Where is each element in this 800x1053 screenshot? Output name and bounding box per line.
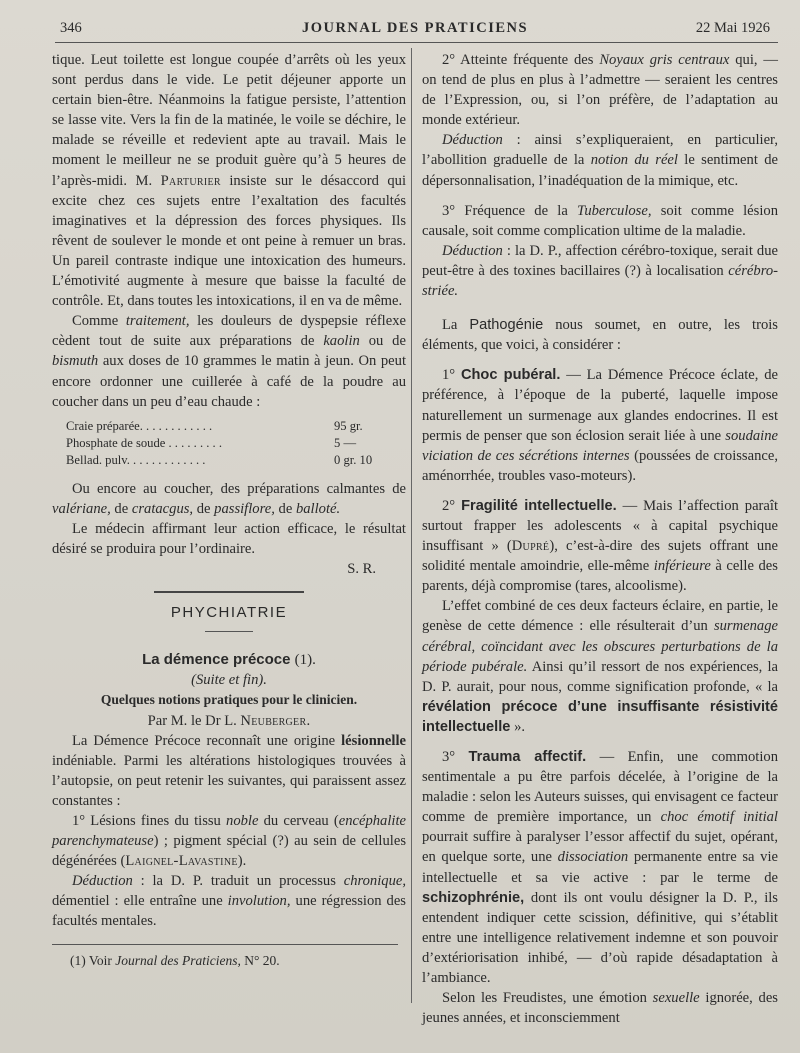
paragraph: La Pathogénie nous soumet, en outre, les trois éléments, que voici, à considérer : [422,317,778,354]
paragraph: Le médecin affirmant leur action efficace, le résultat désiré se produira pour l’ordinaire. [52,520,406,557]
prescription-row: Phosphate de soude . . . . . . . . . 5 — [66,435,357,450]
article-subtitle: (Suite et fin). [191,672,267,689]
spacer [422,191,778,201]
column-divider [411,48,412,1003]
person-name: Parturier [160,172,221,189]
paragraph: La Démence Précoce reconnaît une origine lésionnelle indéniable. Parmi les altérations histologiques trouvées à l’autopsie, on peut retenir les suivantes, qui paraissent assez constantes : [52,732,406,809]
section-title: PHYCHIATRIE [170,604,288,622]
header-rule [55,42,778,43]
paragraph: Déduction : ainsi s’expliqueraient, en particulier, l’abollition graduelle de la notion du réel le sentiment de dépersonnalisation, l’inadéquation de la mimique, etc. [422,132,778,189]
paragraph: Ou encore au coucher, des préparations calmantes de valériane, de cratacgus, de passiflore, de balloté. [52,480,406,517]
footnote-rule [52,944,398,945]
article-kicker: Quelques notions pratiques pour le clinicien. [100,692,358,708]
right-column [422,50,778,1028]
paragraph: 2° Atteinte fréquente des Noyaux gris centraux qui, — on tend de plus en plus à l’admettre — seraient les centres de l’Expression, ou, si l’on préfère, de l’adaptation au monde extérieur. [422,52,778,129]
page-header [60,16,770,40]
paragraph: tique. Leut toilette est longue coupée d’arrêts où les yeux sont perdus dans le vide. Le petit déjeuner apporte un certain bien-être. Néanmoins la fatigue persiste, l’attention se lasse vite. Vers la fin de la matinée, le voile se déchire, le malade se réveille et redevient apte au travail. Mais le moment le meilleur ne se produit guère qu’à 5 heures de l’après-midi. M. Parturier insiste sur le désaccord qui excite chez ces sujets entre l’exaltation des facultés imaginatives et la dépression des forces physiques. Ils rêvent de soulever le monde et ont peine à remuer un bras. Un pareil contraste indique une intoxication des humeurs. L’émotivité augmente à mesure que baisse la faculté de contrôle. Et, dans toutes les intoxications, il en va de même. [52,52,407,310]
section-subrule [205,631,253,632]
spacer [422,301,778,315]
journal-title: JOURNAL DES PRATICIENS [301,20,529,36]
paragraph: L’effet combiné de ces deux facteurs éclaire, en partie, le genèse de cette démence : elle résulterait d’un surmenage cérébral, coïncidant avec les obscures perturbations de la période pubérale. Ainsi qu’il ressort de nos expériences, la D. P. aurait, pour nous, comme signification profonde, « la révélation précoce d’une insuffisante résistivité intellectuelle ». [422,598,778,735]
spacer [422,737,778,747]
left-column [52,50,406,971]
prescription-row: Craie préparée. . . . . . . . . . . . 95 gr. [66,418,363,433]
issue-date: 22 Mai 1926 [695,20,770,36]
section-rule [154,591,304,593]
paragraph: 1° Choc pubéral. — La Démence Précoce éclate, de préférence, à l’époque de la puberté, laquelle impose naturellement un surmenage aux glandes endocrines. Il est permis de penser que son éclosion serait liée à une soudaine viciation de ces sécrétions internes (poussées de croissance, aménorrhée, troubles vaso-moteurs). [422,367,778,484]
page-number: 346 [60,20,82,36]
paragraph: 3° Fréquence de la Tuberculose, soit comme lésion causale, soit comme complication ultime de la maladie. [422,202,778,239]
paragraph: 1° Lésions fines du tissu noble du cerveau (encéphalite parenchymateuse) ; pigment spécial (?) au sein de cellules dégénérées (Laignel-Lavastine). [52,813,406,870]
spacer [422,355,778,365]
signature: S. R. [347,561,376,578]
paragraph: Déduction : la D. P. traduit un processus chronique, démentiel : elle entraîne une involution, une régression des facultés mentales. [52,873,406,930]
prescription-list [66,418,406,469]
footnote: (1) Voir Journal des Praticiens, N° 20. [70,952,280,968]
article-author: Par M. le Dr L. Neuberger. [147,712,311,729]
spacer [422,486,778,496]
paragraph: 3° Trauma affectif. — Enfin, une commotion sentimentale a pu être parfois décelée, à l’origine de la maladie : selon les Auteurs suisses, qui envisagent ce facteur comme de première importance, un choc émotif initial pourrait suffire à paralyser l’essor affectif du sujet, opérant, en quelque sorte, une dissociation permanente entre sa vie intellectuelle et sa vie active : par le terme de schizophrénie, dont ils ont voulu désigner la D. P., ils entendent indiquer cette scission, définitive, qui s’établit entre une intelligence relativement indemne et son pouvoir d’extériorisation inhibé, — d’où rapide désadaptation à l’ambiance. [422,749,779,987]
paragraph: Comme traitement, les douleurs de dyspepsie réflexe cèdent tout de suite aux préparations de kaolin ou de bismuth aux doses de 10 grammes le matin à jeun. On peut encore ordonner une cuillerée à café de la poudre au coucher dans un peu d’eau chaude : [52,313,407,410]
article-title: La démence précoce (1). [142,651,316,669]
paragraph: 2° Fragilité intellectuelle. — Mais l’affection paraît surtout frapper les adolescents « à capital psychique insuffisant » (Dupré), c’est-à-dire des sujets offrant une solidité mentale amoindrie, elle-même inférieure à celle des parents, déjà compromise (tares, alcoolisme). [422,497,778,595]
paragraph: Selon les Freudistes, une émotion sexuelle ignorée, des jeunes années, et inconsciemment [422,990,778,1027]
prescription-row: Bellad. pulv. . . . . . . . . . . . . 0 gr. 10 [66,452,373,467]
paragraph: Déduction : la D. P., affection cérébro-toxique, serait due peut-être à des toxines bacillaires (?) à localisation cérébro-striée. [422,242,778,300]
